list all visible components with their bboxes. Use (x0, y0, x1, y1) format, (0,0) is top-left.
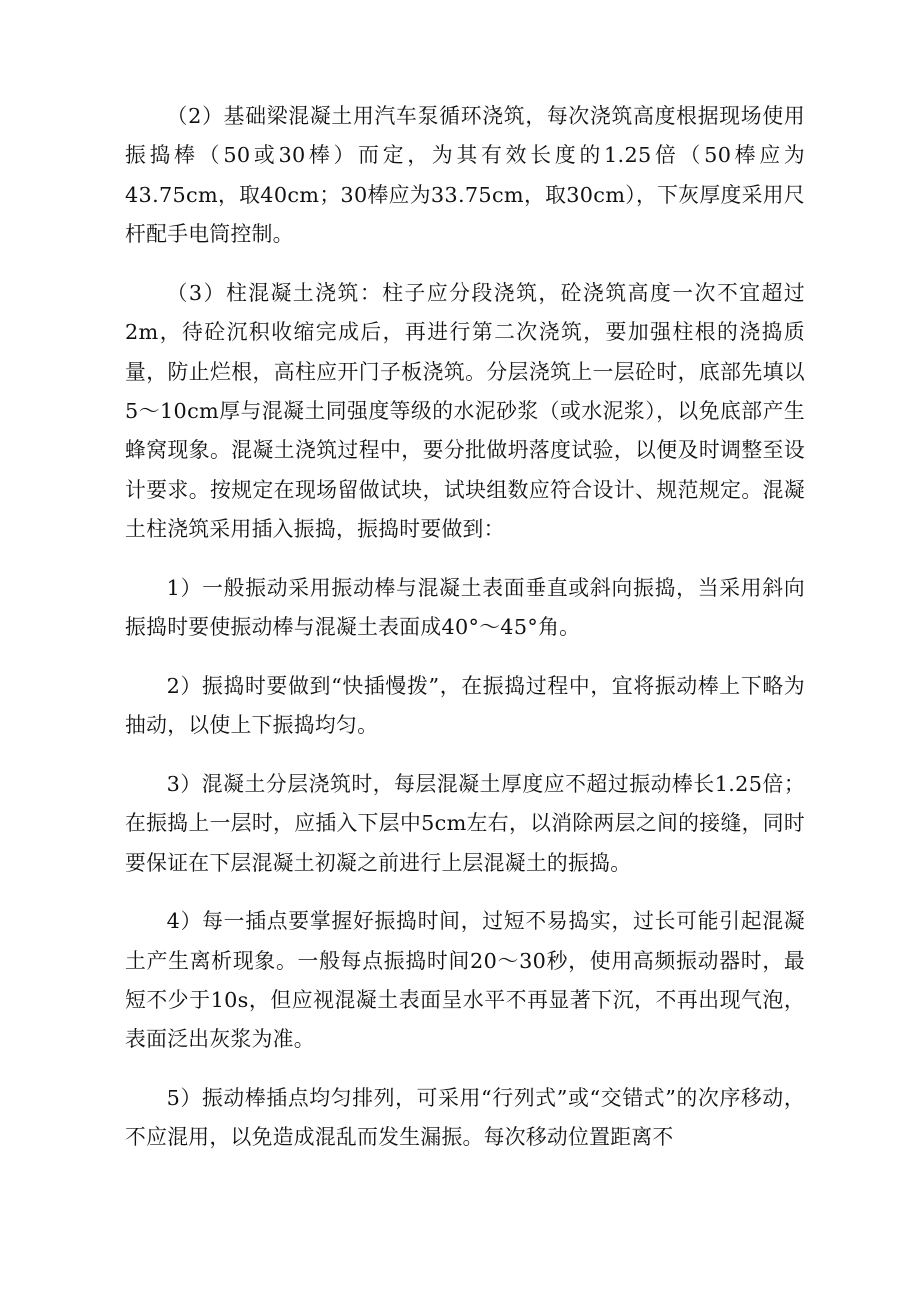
paragraph-column-pouring: （3）柱混凝土浇筑：柱子应分段浇筑，砼浇筑高度一次不宜超过2m，待砼沉积收缩完成后，再进行第二次浇筑，要加强柱根的浇捣质量，防止烂根，高柱应开门子板浇筑。分层浇筑上一层砼时，底部先填以5～10cm厚与混凝土同强度等级的水泥砂浆（或水泥浆），以免底部产生蜂窝现象。混凝土浇筑过程中，要分批做坍落度试验，以便及时调整至设计要求。按规定在现场留做试块，试块组数应符合设计、规范规定。混凝土柱浇筑采用插入振捣，振捣时要做到： (125, 280, 805, 542)
paragraph-layer-thickness: 3）混凝土分层浇筑时，每层混凝土厚度应不超过振动棒长1.25倍；在振捣上一层时，应插入下层中5cm左右，以消除两层之间的接缝，同时要保证在下层混凝土初凝之前进行上层混凝土的振捣。 (125, 771, 805, 875)
paragraph-insertion-points: 5）振动棒插点均匀排列，可采用“行列式”或“交错式”的次序移动，不应混用，以免造成混乱而发生漏振。每次移动位置距离不 (125, 1086, 805, 1150)
paragraph-vibration-direction: 1）一般振动采用振动棒与混凝土表面垂直或斜向振捣，当采用斜向振捣时要使振动棒与混凝土表面成40°～45°角。 (125, 575, 805, 640)
paragraph-foundation-beam: （2）基础梁混凝土用汽车泵循环浇筑，每次浇筑高度根据现场使用振捣棒（50或30棒）而定，为其有效长度的1.25倍（50棒应为43.75cm，取40cm；30棒应为33.75cm，取30cm），下灰厚度采用尺杆配手电筒控制。 (125, 104, 805, 247)
paragraph-vibration-time: 4）每一插点要掌握好振捣时间，过短不易捣实，过长可能引起混凝土产生离析现象。一般每点振捣时间20～30秒，使用高频振动器时，最短不少于10s，但应视混凝土表面呈水平不再显著下沉，不再出现气泡，表面泛出灰浆为准。 (125, 909, 805, 1052)
paragraph-quick-insert-slow-pull: 2）振捣时要做到“快插慢拨”，在振捣过程中，宜将振动棒上下略为抽动，以使上下振捣均匀。 (125, 673, 805, 738)
document-body (125, 97, 805, 1177)
